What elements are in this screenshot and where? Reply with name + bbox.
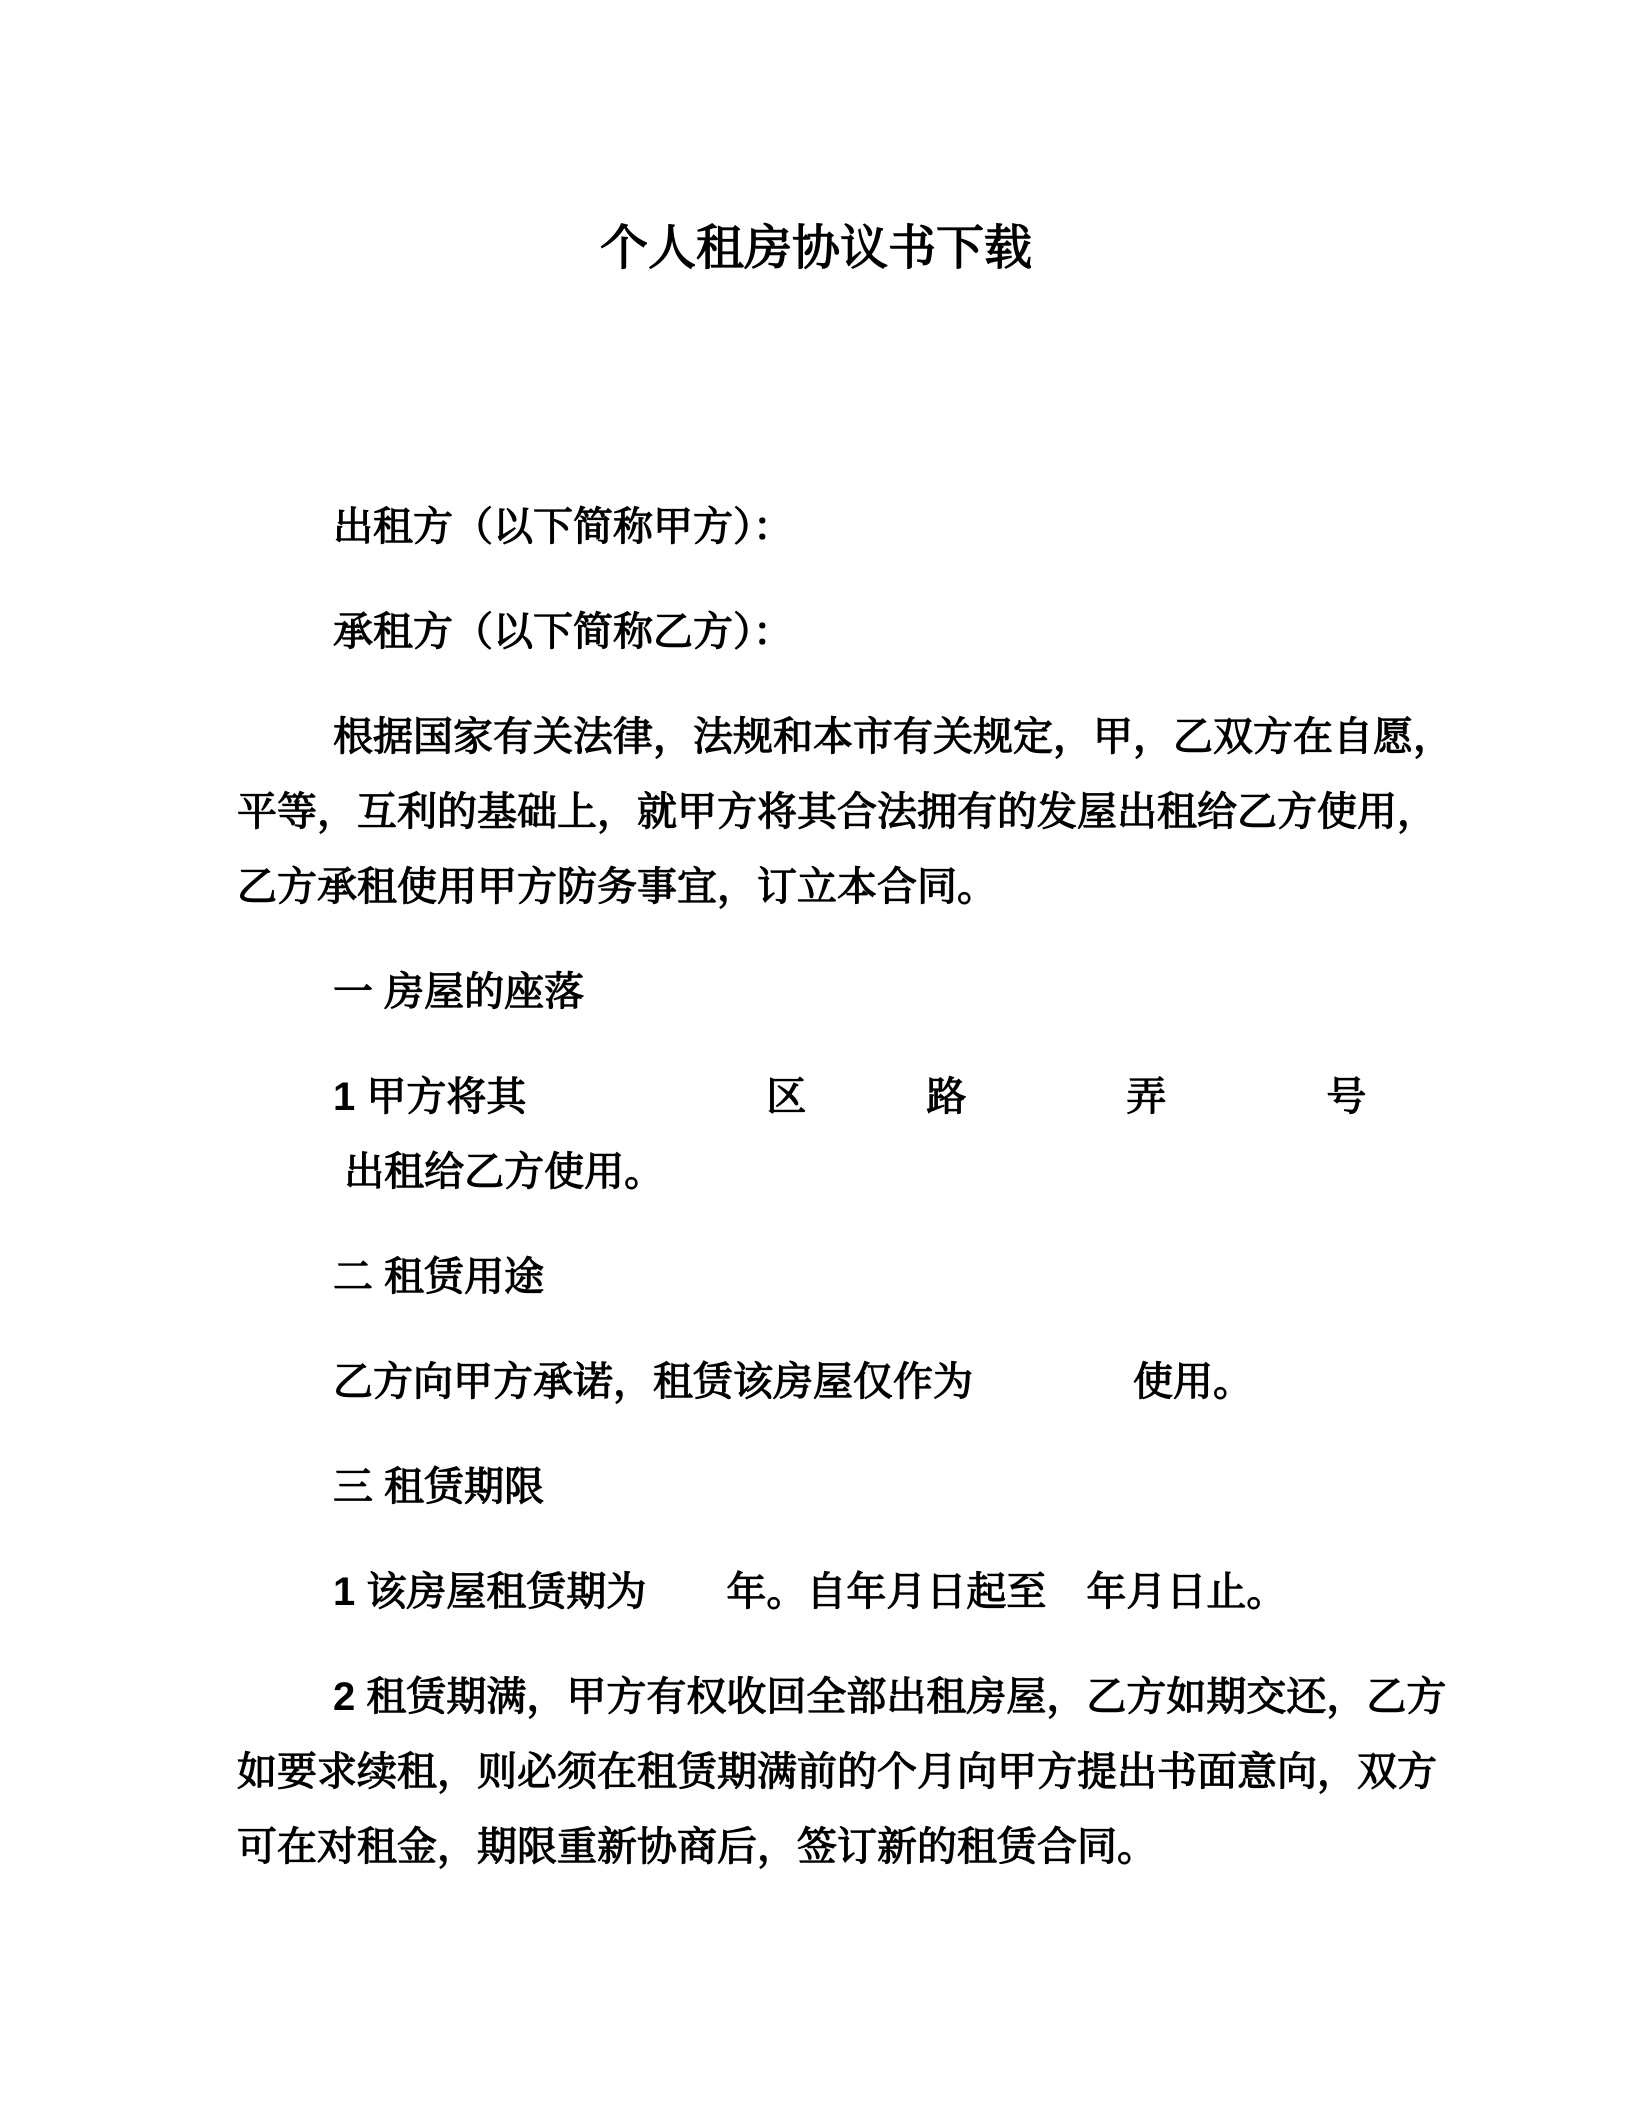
text-line: 出租给乙方使用。 (333, 1150, 665, 1194)
text-line: 根据国家有关法律，法规和本市有关规定，甲，乙双方在自愿， (333, 715, 1453, 759)
text-line: 1 该房屋租赁期为 年。自年月日起至 年月日止。 (333, 1570, 1287, 1614)
text-line: 可在对租金，期限重新协商后，签订新的租赁合同。 (237, 1825, 1157, 1869)
text-line: 乙方向甲方承诺，租赁该房屋仅作为 使用。 (333, 1360, 1253, 1404)
text-line: 承租方（以下简称乙方）： (333, 610, 793, 654)
text-line: 平等，互利的基础上，就甲方将其合法拥有的发屋出租给乙方使用， (237, 790, 1437, 834)
text-line: 2 租赁期满，甲方有权收回全部出租房屋，乙方如期交还，乙方 (333, 1675, 1447, 1719)
text-line: 出租方（以下简称甲方）： (333, 505, 793, 549)
text-line: 如要求续租，则必须在租赁期满前的个月向甲方提出书面意向，双方 (237, 1750, 1437, 1794)
document-body (237, 460, 1453, 1885)
text-line: 二 租赁用途 (333, 1255, 545, 1299)
text-line: 1 甲方将其 区 路 弄 号 (333, 1075, 1367, 1119)
document-title: 个人租房协议书下载 (599, 222, 1032, 275)
text-line: 一 房屋的座落 (333, 970, 585, 1014)
text-line: 三 租赁期限 (333, 1465, 545, 1509)
text-line: 乙方承租使用甲方防务事宜，订立本合同。 (237, 865, 997, 909)
